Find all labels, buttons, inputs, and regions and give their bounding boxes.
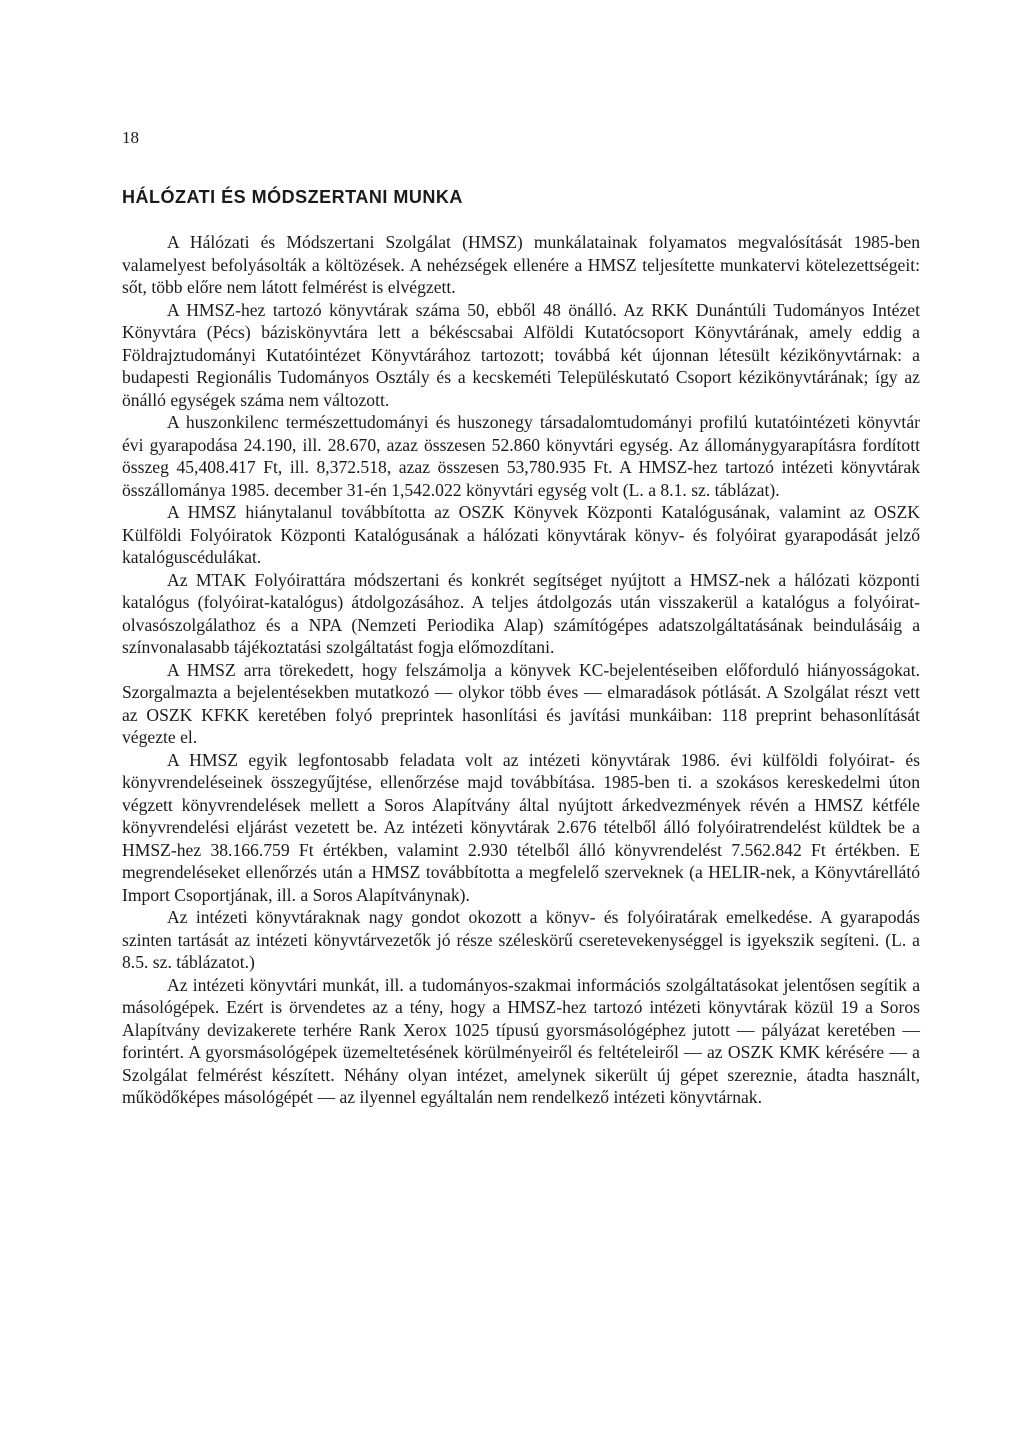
paragraph: Az intézeti könyvtári munkát, ill. a tudományos-szakmai információs szolgáltatásokat jelentősen segítik a másológépek. Ezért is örvendetes az a tény, hogy a HMSZ-hez tartozó intézeti könyvtárak közül 19 a Soros Alapítvány devizakerete terhére Rank Xerox 1025 típusú gyorsmásológéphez jutott — pályázat keretében — forintért. A gyorsmásológépek üzemeltetésének körülményeiről és feltételeiről — az OSZK KMK kérésére — a Szolgálat felmérést készített. Néhány olyan intézet, amelynek sikerült új gépet szereznie, átadta használt, működőképes másológépét — az ilyennel egyáltalán nem rendelkező intézeti könyvtárnak. <box>122 974 920 1107</box>
paragraph: A HMSZ hiánytalanul továbbította az OSZK Könyvek Központi Katalógusának, valamint az OSZK Külföldi Folyóiratok Központi Katalógusának a hálózati könyvtárak könyv- és folyóirat gyarapodását jelző katalóguscédulákat. <box>122 502 920 567</box>
paragraph: A huszonkilenc természettudományi és huszonegy társadalomtudományi profilú kutatóintézeti könyvtár évi gyarapodása 24.190, ill. 28.670, azaz összesen 52.860 könyvtári egység. Az állománygyarapításra fordított összeg 45,408.417 Ft, ill. 8,372.518, azaz összesen 53,780.935 Ft. A HMSZ-hez tartozó intézeti könyvtárak összállománya 1985. december 31-én 1,542.022 könyvtári egység volt (L. a 8.1. sz. táblázat). <box>122 412 920 500</box>
paragraph: Az intézeti könyvtáraknak nagy gondot okozott a könyv- és folyóiratárak emelkedése. A gyarapodás szinten tartását az intézeti könyvtárvezetők jó része széleskörű cseretevekenységgel is igyekszik segíteni. (L. a 8.5. sz. táblázatot.) <box>122 907 920 972</box>
paragraph: A HMSZ-hez tartozó könyvtárak száma 50, ebből 48 önálló. Az RKK Dunántúli Tudományos Intézet Könyvtára (Pécs) báziskönyvtára lett a békéscsabai Alföldi Kutatócsoport Könyvtárának, amely eddig a Földrajztudományi Kutatóintézet Könyvtárához tartozott; továbbá két újonnan létesült kézikönyvtárnak: a budapesti Regionális Tudományos Osztály és a kecskeméti Településkutató Csoport kézikönyvtárának; így az önálló egységek száma nem változott. <box>122 299 920 410</box>
section-title: HÁLÓZATI ÉS MÓDSZERTANI MUNKA <box>122 187 463 207</box>
paragraph: Az MTAK Folyóirattára módszertani és konkrét segítséget nyújtott a HMSZ-nek a hálózati központi katalógus (folyóirat-katalógus) átdolgozásához. A teljes átdolgozás után visszakerül a katalógus a folyóirat-olvasószolgálathoz és a NPA (Nemzeti Periodika Alap) számítógépes adatszolgáltatásának beindulásáig a színvonalasabb tájékoztatási szolgáltatást fogja előmozdítani. <box>122 569 920 657</box>
body-text <box>122 231 920 1109</box>
paragraph: A HMSZ egyik legfontosabb feladata volt az intézeti könyvtárak 1986. évi külföldi folyóirat- és könyvrendeléseinek összegyűjtése, ellenőrzése majd továbbítása. 1985-ben ti. a szokásos kereskedelmi úton végzett könyvrendelések mellett a Soros Alapítvány által nyújtott árkedvezmények révén a HMSZ kétféle könyvrendelési eljárást vezetett be. Az intézeti könyvtárak 2.676 tételből álló folyóiratrendelést küldtek be a HMSZ-hez 38.166.759 Ft értékben, valamint 2.930 tételből álló könyvrendelést 7.562.842 Ft értékben. E megrendeléseket ellenőrzés után a HMSZ továbbította a megfelelő szerveknek (a HELIR-nek, a Könyvtárellátó Import Csoportjának, ill. a Soros Alapítványnak). <box>122 749 920 905</box>
paragraph: A Hálózati és Módszertani Szolgálat (HMSZ) munkálatainak folyamatos megvalósítását 1985-ben valamelyest befolyásolták a költözések. A nehézségek ellenére a HMSZ teljesítette munkatervi kötelezettségeit: sőt, több előre nem látott felmérést is elvégzett. <box>122 232 920 297</box>
paragraph: A HMSZ arra törekedett, hogy felszámolja a könyvek KC-bejelentéseiben előforduló hiányosságokat. Szorgalmazta a bejelentésekben mutatkozó — olykor több éves — elmaradások pótlását. A Szolgálat részt vett az OSZK KFKK keretében folyó preprintek hasonlítási és javítási munkáiban: 118 preprint behasonlítását végezte el. <box>122 659 920 747</box>
document-page <box>122 128 920 1109</box>
page-number: 18 <box>122 128 139 147</box>
